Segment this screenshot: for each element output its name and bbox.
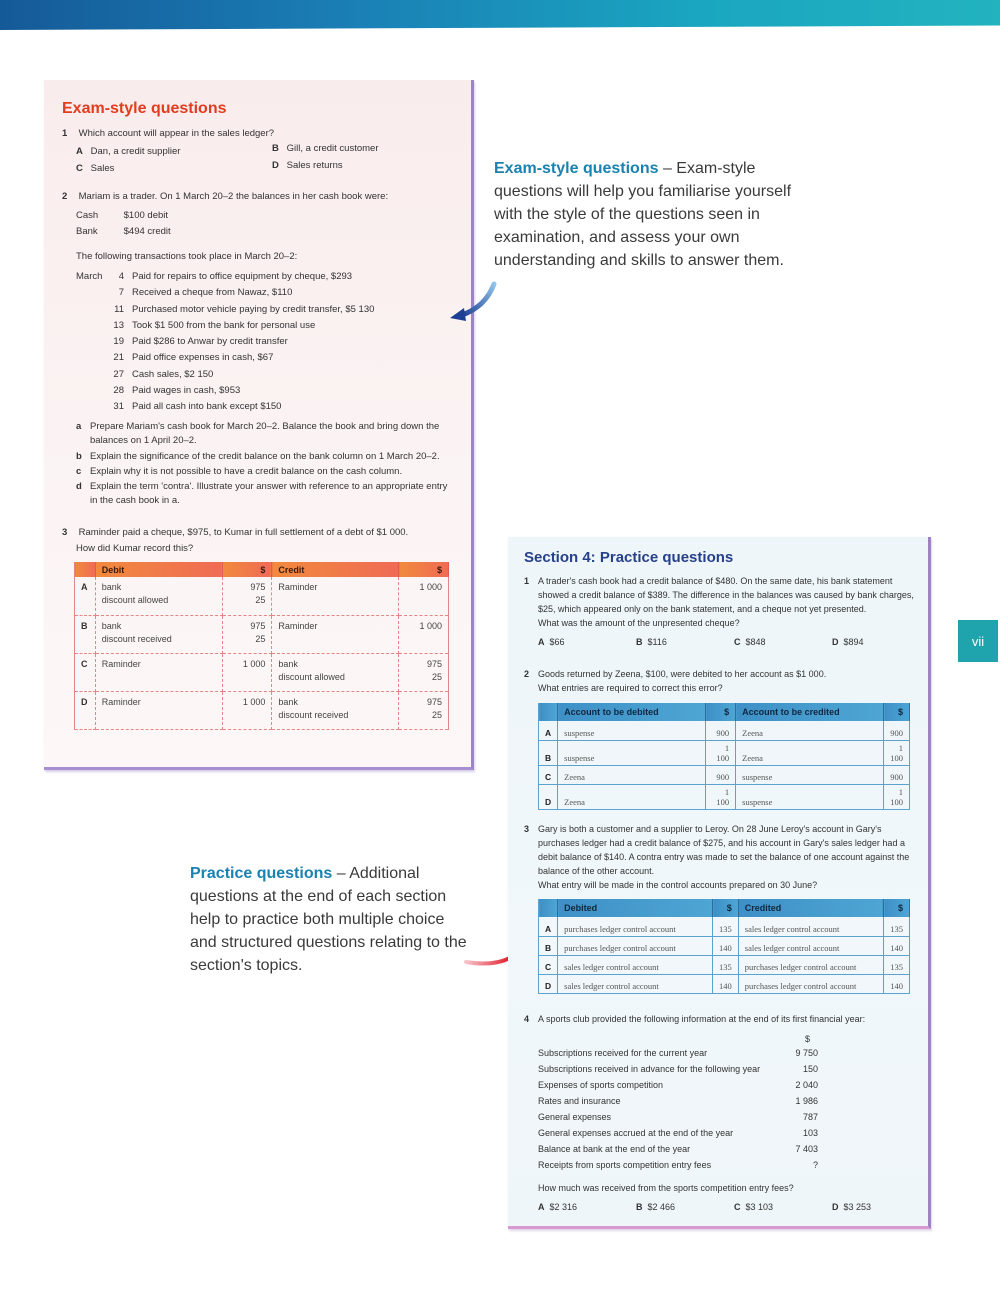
transaction-day: 28 bbox=[113, 385, 124, 397]
exam-q3-table bbox=[74, 562, 449, 730]
balance-value: $494 credit bbox=[123, 226, 171, 237]
header-blank bbox=[539, 899, 558, 917]
transaction-day: 31 bbox=[113, 401, 124, 413]
transaction-day: 4 bbox=[118, 271, 124, 282]
part-letter: c bbox=[76, 465, 82, 477]
header-credit: Credit bbox=[272, 562, 399, 577]
balance-bank bbox=[76, 225, 171, 239]
exam-q3 bbox=[62, 526, 408, 540]
transaction-row bbox=[76, 400, 456, 416]
credit-account: Zeena bbox=[736, 721, 884, 740]
transaction-text: Paid wages in cash, $953 bbox=[132, 385, 241, 397]
debit-amount: 135 bbox=[713, 917, 739, 936]
option-d: D $3 253 bbox=[832, 1202, 872, 1212]
debit-account: suspense bbox=[558, 740, 706, 765]
option-letter: D bbox=[272, 160, 279, 171]
row-letter: D bbox=[75, 691, 96, 729]
question-text: Which account will appear in the sales ledger? bbox=[78, 128, 275, 139]
cell-line: 1 000 bbox=[419, 582, 442, 592]
credit-amount bbox=[399, 653, 449, 691]
transaction-month bbox=[76, 335, 106, 351]
club-item-row bbox=[538, 1048, 818, 1064]
transaction-day: 13 bbox=[113, 319, 124, 331]
transaction-row bbox=[76, 335, 456, 351]
credit-account: suspense bbox=[736, 784, 884, 809]
credit-account bbox=[272, 577, 399, 615]
practice-questions-card bbox=[508, 537, 931, 1229]
option-a: A $66 bbox=[538, 637, 565, 647]
option-text: Dan, a credit supplier bbox=[90, 146, 181, 157]
practice-q3-table bbox=[538, 899, 910, 994]
balance-value: $100 debit bbox=[123, 210, 169, 221]
credit-amount: 1 100 bbox=[884, 740, 910, 765]
transaction-text: Received a cheque from Nawaz, $110 bbox=[132, 287, 293, 299]
cell-line: 25 bbox=[255, 595, 266, 606]
credit-account: suspense bbox=[736, 765, 884, 784]
option-text: Gill, a credit customer bbox=[286, 143, 379, 154]
exam-card-title: Exam-style questions bbox=[62, 100, 227, 117]
debit-amount bbox=[222, 615, 272, 653]
debit-amount: 140 bbox=[713, 936, 739, 955]
credit-account: sales ledger control account bbox=[738, 936, 883, 955]
debit-account: sales ledger control account bbox=[558, 974, 713, 993]
credit-account: Zeena bbox=[736, 740, 884, 765]
table-row bbox=[539, 936, 910, 955]
cell-line: 1 000 bbox=[242, 696, 266, 707]
part-text: Explain the term 'contra'. Illustrate your answer with reference to an appropriate entry in the cash book in a. bbox=[90, 481, 448, 507]
header-blank bbox=[539, 703, 558, 721]
table-row bbox=[539, 955, 910, 974]
credit-amount: 140 bbox=[884, 936, 910, 955]
credit-amount: 900 bbox=[884, 721, 910, 740]
question-number: 2 bbox=[524, 669, 530, 679]
question-text: Raminder paid a cheque, $975, to Kumar in full settlement of a debt of $1 000. bbox=[78, 527, 409, 538]
question-number: 2 bbox=[62, 191, 68, 202]
practice-callout bbox=[190, 862, 470, 977]
debit-amount: 135 bbox=[713, 955, 739, 974]
debit-account: suspense bbox=[558, 721, 706, 740]
transaction-row bbox=[76, 351, 456, 367]
exam-q1-option-b bbox=[272, 142, 379, 156]
cell-line: 1 000 bbox=[419, 620, 442, 631]
question-text: A sports club provided the following information at the end of its first financial year: bbox=[538, 1014, 866, 1024]
exam-callout-text: – Exam-style questions will help you familiarise yourself with the style of the questions seen in examination, and assess your own understanding and skills to answer them. bbox=[494, 160, 792, 269]
transaction-month bbox=[76, 351, 106, 367]
table-row bbox=[539, 765, 910, 784]
cell-line: Raminder bbox=[101, 696, 141, 707]
debit-account bbox=[95, 577, 222, 615]
header-debit: Debited bbox=[558, 899, 713, 917]
club-item-value: 9 750 bbox=[795, 1048, 818, 1058]
practice-card-title: Section 4: Practice questions bbox=[524, 549, 734, 566]
transaction-text: Cash sales, $2 150 bbox=[132, 368, 214, 380]
currency-header: $ bbox=[804, 1034, 810, 1044]
question-prompt: What was the amount of the unpresented cheque? bbox=[538, 617, 740, 628]
transaction-text: Paid $286 to Anwar by credit transfer bbox=[132, 336, 288, 348]
table-row bbox=[75, 577, 449, 615]
balance-label: Bank bbox=[76, 226, 98, 237]
debit-account: purchases ledger control account bbox=[558, 917, 713, 936]
club-item-row bbox=[538, 1144, 818, 1160]
row-letter: B bbox=[539, 740, 558, 765]
exam-q2-parts bbox=[76, 420, 451, 510]
club-item-value: 150 bbox=[802, 1064, 818, 1074]
practice-q4 bbox=[524, 1013, 914, 1027]
question-number: 3 bbox=[524, 824, 530, 834]
transaction-day: 21 bbox=[113, 352, 124, 364]
debit-amount: 140 bbox=[713, 974, 739, 993]
club-item-value: ? bbox=[812, 1160, 818, 1170]
transaction-text: Paid all cash into bank except $150 bbox=[132, 401, 282, 413]
header-debit-amount: $ bbox=[706, 703, 736, 721]
row-letter: B bbox=[539, 936, 558, 955]
club-item-row bbox=[538, 1080, 818, 1096]
transaction-month bbox=[76, 286, 106, 302]
transaction-text: Paid office expenses in cash, $67 bbox=[132, 352, 274, 364]
club-item-label: Subscriptions received in advance for the following year bbox=[538, 1064, 761, 1074]
practice-q3 bbox=[524, 823, 914, 893]
cell-line: Raminder bbox=[278, 620, 318, 631]
header-debit: Account to be debited bbox=[558, 703, 706, 721]
cell-line: bank bbox=[278, 696, 298, 707]
credit-account: purchases ledger control account bbox=[738, 974, 883, 993]
header-banner bbox=[0, 0, 1000, 30]
cell-line: 975 bbox=[426, 658, 442, 669]
exam-q1-option-d bbox=[272, 159, 343, 173]
question-text: Goods returned by Zeena, $100, were debited to her account as $1 000. bbox=[538, 669, 827, 679]
debit-account: sales ledger control account bbox=[558, 955, 713, 974]
practice-q2 bbox=[524, 668, 914, 696]
row-letter: A bbox=[539, 917, 558, 936]
club-item-value: 1 986 bbox=[795, 1096, 818, 1106]
transaction-day: 7 bbox=[118, 287, 124, 299]
credit-amount: 140 bbox=[884, 974, 910, 993]
option-b: B $116 bbox=[636, 637, 667, 647]
credit-account: purchases ledger control account bbox=[738, 955, 883, 974]
option-letter: A bbox=[76, 146, 83, 157]
option-c: C $3 103 bbox=[734, 1202, 774, 1212]
sports-club-items bbox=[538, 1048, 818, 1176]
debit-account bbox=[95, 691, 222, 729]
club-item-label: General expenses accrued at the end of the year bbox=[538, 1128, 734, 1138]
exam-callout bbox=[494, 157, 814, 272]
exam-q2-part-a bbox=[76, 420, 451, 449]
club-item-value: 103 bbox=[802, 1128, 818, 1138]
debit-amount bbox=[222, 691, 272, 729]
option-letter: C bbox=[76, 163, 83, 174]
practice-callout-title: Practice questions bbox=[190, 865, 333, 882]
header-credit-amount: $ bbox=[399, 562, 449, 577]
debit-account: Zeena bbox=[558, 784, 706, 809]
balance-cash bbox=[76, 209, 168, 223]
row-letter: D bbox=[539, 784, 558, 809]
row-letter: C bbox=[539, 765, 558, 784]
club-item-value: 7 403 bbox=[795, 1144, 818, 1154]
option-a: A $2 316 bbox=[538, 1202, 578, 1212]
transaction-month: March bbox=[76, 271, 103, 282]
transaction-month bbox=[76, 400, 106, 416]
table-row bbox=[75, 653, 449, 691]
part-letter: b bbox=[76, 450, 82, 462]
credit-account: sales ledger control account bbox=[738, 917, 883, 936]
table-row bbox=[539, 784, 910, 809]
question-number: 1 bbox=[524, 576, 530, 586]
exam-q2-part-d bbox=[76, 480, 451, 509]
question-text: Gary is both a customer and a supplier to Leroy. On 28 June Leroy's account in Gary's purchases ledger had a credit balance of $275, and his account in Gary's sales ledger had a debit balance of $140. A contra entry was made to set the balance of one account against the balance of the other account. bbox=[538, 824, 910, 876]
transaction-text: Paid for repairs to office equipment by cheque, $293 bbox=[132, 271, 353, 282]
table-row bbox=[75, 615, 449, 653]
cell-line: discount received bbox=[101, 633, 172, 644]
transactions-list bbox=[76, 270, 456, 417]
cell-line: 25 bbox=[431, 671, 442, 682]
blue-arrow-icon bbox=[448, 280, 500, 324]
question-number: 4 bbox=[524, 1014, 530, 1024]
debit-amount: 900 bbox=[706, 765, 736, 784]
transaction-row bbox=[76, 384, 456, 400]
cell-line: 25 bbox=[255, 633, 266, 644]
header-blank bbox=[75, 562, 96, 577]
cell-line: bank bbox=[278, 658, 298, 669]
cell-line: Raminder bbox=[278, 582, 318, 592]
transaction-month bbox=[76, 303, 106, 319]
transaction-day: 27 bbox=[113, 368, 124, 380]
transaction-row bbox=[76, 286, 456, 302]
practice-q4-question: How much was received from the sports competition entry fees? bbox=[538, 1183, 794, 1193]
club-item-label: Balance at bank at the end of the year bbox=[538, 1144, 691, 1154]
part-text: Explain the significance of the credit balance on the bank column on 1 March 20–2. bbox=[90, 450, 440, 462]
part-text: Explain why it is not possible to have a credit balance on the cash column. bbox=[90, 465, 403, 477]
header-credit-amount: $ bbox=[884, 899, 910, 917]
debit-account bbox=[95, 653, 222, 691]
part-text: Prepare Mariam's cash book for March 20–2. Balance the book and bring down the balances on 1 April 20–2. bbox=[90, 421, 440, 447]
question-number: 3 bbox=[62, 527, 68, 538]
part-letter: d bbox=[76, 481, 82, 492]
option-letter: B bbox=[272, 143, 279, 154]
transaction-text: Took $1 500 from the bank for personal use bbox=[132, 319, 316, 331]
club-item-label: Rates and insurance bbox=[538, 1096, 621, 1106]
header-debit-amount: $ bbox=[222, 562, 272, 577]
table-row bbox=[539, 740, 910, 765]
exam-q2-part-b bbox=[76, 450, 451, 464]
transaction-day: 11 bbox=[114, 303, 124, 315]
table-row bbox=[539, 721, 910, 740]
club-item-label: Subscriptions received for the current year bbox=[538, 1048, 708, 1058]
cell-line: 1 000 bbox=[242, 658, 266, 669]
practice-q1 bbox=[524, 575, 914, 631]
cell-line: bank bbox=[101, 582, 122, 592]
transaction-row bbox=[76, 368, 456, 384]
exam-q1 bbox=[62, 127, 274, 141]
option-c: C $848 bbox=[734, 637, 766, 647]
header-debit: Debit bbox=[95, 562, 222, 577]
club-item-row bbox=[538, 1096, 818, 1112]
club-item-row bbox=[538, 1112, 818, 1128]
debit-account bbox=[95, 615, 222, 653]
question-number: 1 bbox=[62, 128, 68, 139]
transactions-intro: The following transactions took place in March 20–2: bbox=[76, 251, 298, 262]
table-row bbox=[75, 691, 449, 729]
debit-amount bbox=[222, 577, 272, 615]
header-credit-amount: $ bbox=[884, 703, 910, 721]
practice-callout-text: – Additional questions at the end of each section help to practice both multiple choice and structured questions relating to the section's topics. bbox=[190, 865, 467, 974]
cell-line: discount received bbox=[278, 709, 349, 720]
question-prompt: What entries are required to correct this error? bbox=[538, 682, 723, 693]
exam-style-questions-card bbox=[44, 80, 474, 770]
cell-line: discount allowed bbox=[101, 595, 169, 606]
row-letter: C bbox=[75, 653, 96, 691]
row-letter: A bbox=[539, 721, 558, 740]
credit-amount bbox=[399, 577, 449, 615]
debit-amount: 1 100 bbox=[706, 740, 736, 765]
cell-line: Raminder bbox=[101, 658, 141, 669]
row-letter: D bbox=[539, 974, 558, 993]
credit-account bbox=[272, 653, 399, 691]
exam-q1-option-a bbox=[76, 145, 180, 159]
debit-account: purchases ledger control account bbox=[558, 936, 713, 955]
row-letter: A bbox=[75, 577, 96, 615]
debit-account: Zeena bbox=[558, 765, 706, 784]
option-text: Sales returns bbox=[286, 160, 343, 171]
option-text: Sales bbox=[90, 163, 115, 174]
credit-amount: 135 bbox=[884, 917, 910, 936]
cell-line: 975 bbox=[250, 582, 266, 592]
question-text: A trader's cash book had a credit balance of $480. On the same date, his bank statement showed a credit balance of $389. The difference in the balances was caused by bank charges, $25, which appeared only on the bank statement, and a cheque not yet presented. bbox=[538, 576, 914, 614]
header-credit: Account to be credited bbox=[736, 703, 884, 721]
question-text: Mariam is a trader. On 1 March 20–2 the balances in her cash book were: bbox=[78, 191, 389, 202]
transaction-day: 19 bbox=[113, 336, 124, 348]
club-item-label: Expenses of sports competition bbox=[538, 1080, 664, 1090]
debit-amount: 1 100 bbox=[706, 784, 736, 809]
credit-account bbox=[272, 691, 399, 729]
transaction-row bbox=[76, 303, 456, 319]
debit-amount bbox=[222, 653, 272, 691]
exam-q2 bbox=[62, 190, 388, 204]
credit-amount: 1 100 bbox=[884, 784, 910, 809]
header-debit-amount: $ bbox=[713, 899, 739, 917]
credit-amount: 135 bbox=[884, 955, 910, 974]
practice-q2-table bbox=[538, 703, 910, 810]
table-row bbox=[539, 917, 910, 936]
cell-line: bank bbox=[101, 620, 122, 631]
cell-line: 975 bbox=[250, 620, 266, 631]
part-letter: a bbox=[76, 421, 82, 432]
header-credit: Credited bbox=[738, 899, 883, 917]
row-letter: B bbox=[75, 615, 96, 653]
exam-q3-question: How did Kumar record this? bbox=[76, 543, 194, 554]
row-letter: C bbox=[539, 955, 558, 974]
club-item-row bbox=[538, 1064, 818, 1080]
transaction-row bbox=[76, 270, 456, 286]
option-b: B $2 466 bbox=[636, 1202, 676, 1212]
table-row bbox=[539, 974, 910, 993]
exam-q2-part-c bbox=[76, 465, 451, 479]
transaction-text: Purchased motor vehicle paying by credit transfer, $5 130 bbox=[132, 303, 375, 315]
transaction-month bbox=[76, 368, 106, 384]
club-item-label: Receipts from sports competition entry fees bbox=[538, 1160, 712, 1170]
debit-amount: 900 bbox=[706, 721, 736, 740]
option-d: D $894 bbox=[832, 637, 864, 647]
cell-line: 975 bbox=[426, 696, 442, 707]
club-item-label: General expenses bbox=[538, 1112, 612, 1122]
transaction-month bbox=[76, 319, 106, 335]
club-item-row bbox=[538, 1128, 818, 1144]
credit-amount bbox=[399, 615, 449, 653]
question-prompt: What entry will be made in the control accounts prepared on 30 June? bbox=[538, 879, 818, 890]
credit-amount: 900 bbox=[884, 765, 910, 784]
credit-amount bbox=[399, 691, 449, 729]
club-item-row bbox=[538, 1160, 818, 1176]
balance-label: Cash bbox=[76, 210, 99, 221]
cell-line: 25 bbox=[431, 709, 442, 720]
transaction-month bbox=[76, 384, 106, 400]
transaction-row bbox=[76, 319, 456, 335]
credit-account bbox=[272, 615, 399, 653]
cell-line: discount allowed bbox=[278, 671, 345, 682]
page-number-tab: vii bbox=[958, 620, 998, 662]
exam-callout-title: Exam-style questions bbox=[494, 160, 659, 177]
exam-q1-option-c bbox=[76, 162, 114, 176]
club-item-value: 787 bbox=[802, 1112, 818, 1122]
club-item-value: 2 040 bbox=[795, 1080, 818, 1090]
